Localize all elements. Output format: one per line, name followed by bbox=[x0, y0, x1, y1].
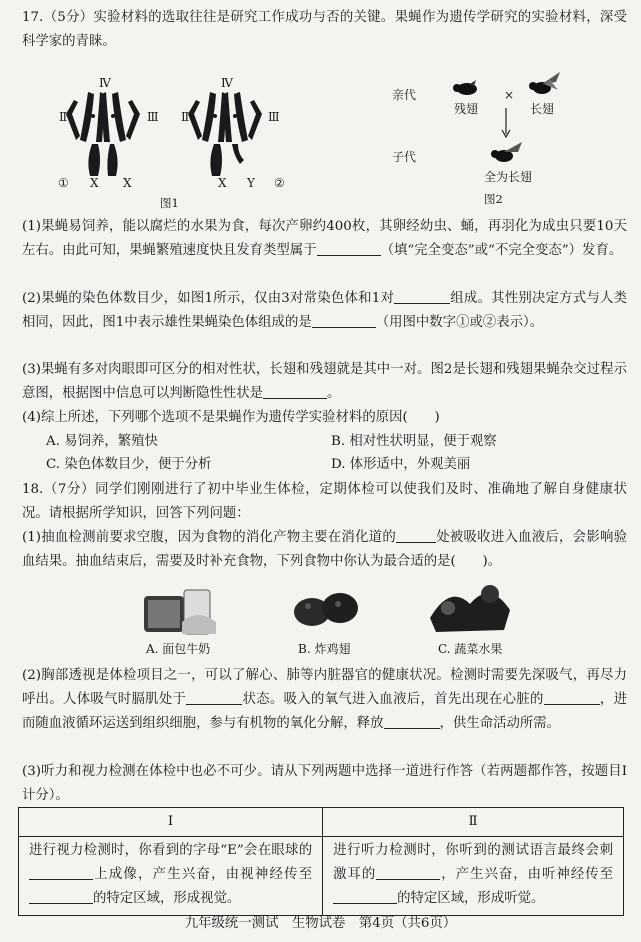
fig2-long-label: 长翅 bbox=[530, 102, 555, 116]
fig2-vestigial-label: 残翅 bbox=[454, 102, 479, 116]
food-a-label[interactable]: A. 面包牛奶 bbox=[146, 642, 211, 656]
q17-options bbox=[46, 430, 616, 476]
q17-part1: (1)果蝇易饲养，能以腐烂的水果为食，每次产卵约400枚，其卵经幼虫、蛹，再羽化为成虫只要10天左右。由此可知，果蝇繁殖速度快且发育类型属于 （填“完全变态”或“不完全变态”）发育。 bbox=[22, 219, 627, 258]
q18-stem: 18.（7分）同学们刚刚进行了初中毕业生体检，定期体检可以使我们及时、准确地了解自身健康状况。请根据所学知识，回答下列问题： bbox=[22, 482, 627, 521]
fig2-child-label: 子代 bbox=[392, 150, 417, 164]
q17-stem: 17.（5分）实验材料的选取往往是研究工作成功与否的关键。果蝇作为遗传学研究的实验材料，深受科学家的青睐。 bbox=[22, 10, 627, 49]
fig2-caption: 图2 bbox=[484, 192, 503, 206]
fly-vestigial-icon bbox=[450, 76, 484, 100]
fig1-label-2: ② bbox=[274, 176, 285, 190]
fly-offspring-icon bbox=[488, 140, 524, 168]
fig1-label-y: Y bbox=[247, 176, 255, 190]
bread-milk-image bbox=[138, 578, 220, 638]
answer-blank[interactable] bbox=[186, 690, 242, 705]
q17-part2: (2)果蝇的染色体数目少，如图1所示，仅由3对常染色体和1对 组成。其性别决定方式与人类相同，因此，图1中表示雄性果蝇染色体组成的是 （用图中数字①或②表示）。 bbox=[22, 291, 627, 330]
answer-blank[interactable] bbox=[29, 865, 93, 880]
table-cell-hearing: 进行听力检测时，你听到的测试语言最终会刺激耳的 ，产生兴奋，由听神经传至的特定区域，形成听觉。 bbox=[323, 837, 624, 916]
fly-long-wing-icon bbox=[526, 70, 562, 100]
fig1-label-x3: X bbox=[218, 176, 227, 190]
fig1-roman-iv-left: Ⅳ bbox=[99, 76, 111, 90]
fig1-roman-iii-right: Ⅲ bbox=[268, 110, 280, 124]
fig1-label-x2: X bbox=[123, 176, 132, 190]
answer-blank[interactable] bbox=[376, 865, 440, 880]
answer-blank[interactable] bbox=[317, 241, 381, 256]
fig2-offspring-label: 全为长翅 bbox=[484, 170, 533, 184]
fig1-label-1: ① bbox=[58, 176, 69, 190]
q18-part3: (3)听力和视力检测在体检中也必不可少。请从下列两题中选择一道进行作答（若两题都作答，按题目Ⅰ计分）。 bbox=[22, 764, 627, 803]
fig1-label-x1: X bbox=[90, 176, 99, 190]
fig2-parent-label: 亲代 bbox=[392, 88, 417, 102]
fried-chicken-wings-image bbox=[290, 584, 362, 634]
table-head-2: Ⅱ bbox=[323, 808, 624, 837]
vegetables-fruits-image bbox=[420, 574, 516, 638]
choice-table bbox=[18, 807, 624, 916]
answer-blank[interactable] bbox=[29, 889, 93, 904]
answer-blank[interactable] bbox=[384, 714, 440, 729]
answer-blank[interactable] bbox=[544, 690, 600, 705]
answer-blank[interactable] bbox=[312, 313, 376, 328]
table-head-1: Ⅰ bbox=[19, 808, 323, 837]
page-footer: 九年级统一测试 生物试卷 第4页（共6页） bbox=[184, 916, 457, 931]
down-arrow-icon bbox=[500, 108, 512, 138]
food-c-label[interactable]: C. 蔬菜水果 bbox=[438, 642, 503, 656]
fig1-roman-ii-left: Ⅱ bbox=[59, 110, 68, 124]
fig1-caption: 图1 bbox=[160, 196, 179, 210]
q17-part3: (3)果蝇有多对肉眼即可区分的相对性状，长翅和残翅就是其中一对。图2是长翅和残翅果蝇杂交过程示意图，根据图中信息可以判断隐性性状是 。 bbox=[22, 362, 627, 401]
q17-part4: (4)综上所述，下列哪个选项不是果蝇作为遗传学实验材料的原因( ) bbox=[22, 410, 440, 425]
option-b[interactable]: B. 相对性状明显，便于观察 bbox=[331, 434, 497, 449]
food-b-label[interactable]: B. 炸鸡翅 bbox=[298, 642, 351, 656]
q18-part1: (1)抽血检测前要求空腹，因为食物的消化产物主要在消化道的 处被吸收进入血液后，会影响验血结果。抽血结束后，需要及时补充食物，下列食物中你认为最合适的是( )。 bbox=[22, 530, 628, 569]
answer-blank[interactable] bbox=[263, 384, 327, 399]
option-d[interactable]: D. 体形适中，外观美丽 bbox=[331, 457, 471, 472]
option-c[interactable]: C. 染色体数目少，便于分析 bbox=[46, 457, 212, 472]
answer-blank[interactable] bbox=[394, 289, 450, 304]
fig1-roman-iii-left: Ⅲ bbox=[147, 110, 159, 124]
answer-blank[interactable] bbox=[333, 889, 397, 904]
fig1-roman-iv-right: Ⅳ bbox=[221, 76, 233, 90]
figure-1-chromosomes bbox=[40, 60, 300, 210]
answer-blank[interactable] bbox=[396, 528, 436, 543]
q18-part2: (2)胸部透视是体检项目之一，可以了解心、肺等内脏器官的健康状况。检测时需要先深吸气，再尽力呼出。人体吸气时膈肌处于 状态。吸入的氧气进入血液后，首先出现在心脏的 ，进而随血液循环运送到组织细胞，参与有机物的氧化分解，释放 ，供生命活动所需。 bbox=[22, 668, 628, 731]
option-a[interactable]: A. 易饲养，繁殖快 bbox=[46, 434, 158, 449]
table-cell-vision: 进行视力检测时，你看到的字母“E”会在眼球的上成像，产生兴奋，由视神经传至的特定区域，形成视觉。 bbox=[19, 837, 323, 916]
fig2-cross-symbol: × bbox=[504, 88, 515, 102]
fig1-roman-ii-right: Ⅱ bbox=[181, 110, 190, 124]
